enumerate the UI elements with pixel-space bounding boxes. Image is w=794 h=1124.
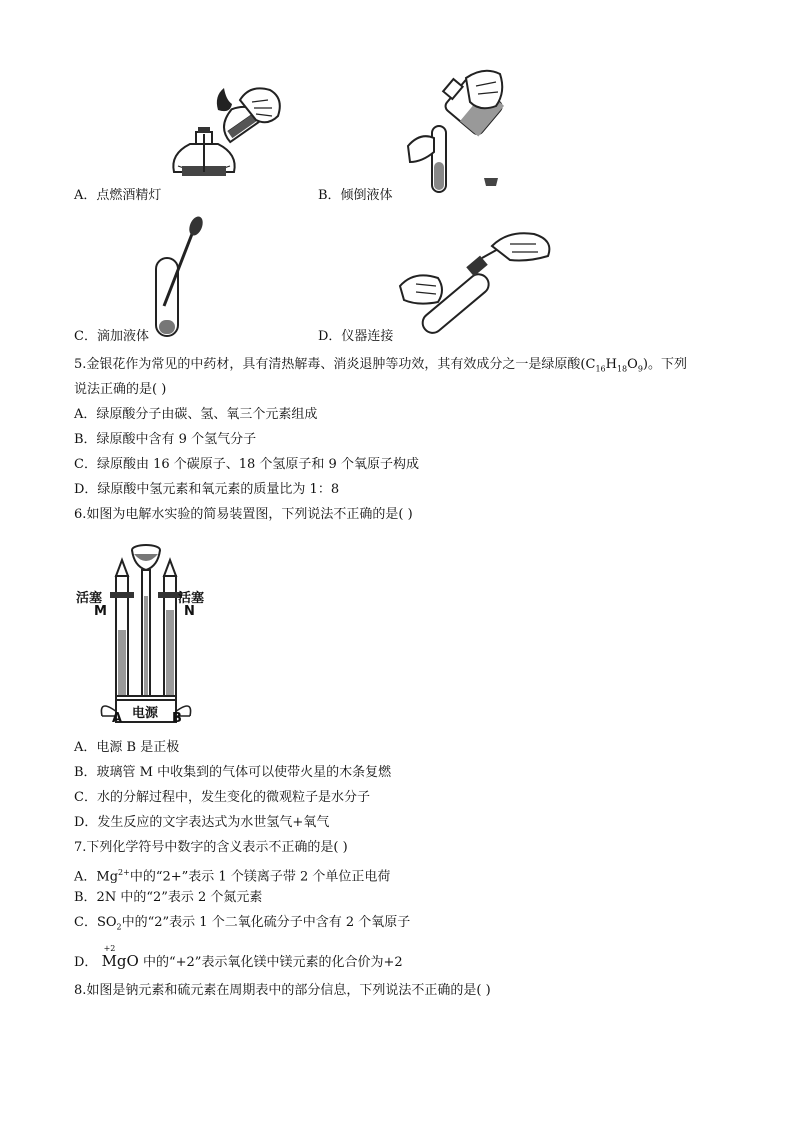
stopcock-right-label: 活塞 [178, 591, 205, 606]
q7-stem: 7.下列化学符号中数字的含义表示不正确的是( ) [74, 840, 348, 855]
tube-n-label: N [184, 604, 195, 619]
figure-water-electrolysis [74, 536, 224, 728]
q7-option-a: A．$Mg^{2+}$中的“2+”表示 1 个镁离子带 2 个单位正电荷 [74, 868, 391, 885]
q5-option-a: A．绿原酸分子由碳、氢、氧三个元素组成 [74, 407, 318, 422]
option-c-figure-label: C．滴加液体 [74, 329, 149, 344]
option-b-figure-label: B．倾倒液体 [318, 188, 393, 203]
figure-pouring-liquid [400, 66, 510, 200]
q6-stem: 6.如图为电解水实验的简易装置图，下列说法不正确的是( ) [74, 507, 413, 522]
q6-option-d: D．发生反应的文字表达式为水世氢气+氧气 [74, 815, 330, 830]
q5-stem-line1: 5.金银花作为常见的中药材，具有清热解毒、消炎退肿等功效，其有效成分之一是绿原酸$(C_{16}H_{18}O_9)$。下列 [74, 357, 687, 374]
q8-stem: 8.如图是钠元素和硫元素在周期表中的部分信息，下列说法不正确的是( ) [74, 983, 491, 998]
option-a-figure-label: A．点燃酒精灯 [74, 188, 162, 203]
pole-b-label: B [172, 711, 182, 726]
q5-option-c: C．绿原酸由 16 个碳原子、18 个氢原子和 9 个氧原子构成 [74, 457, 419, 472]
pole-a-label: A [112, 711, 123, 726]
figure-dropping-liquid [150, 214, 210, 338]
q6-option-a: A．电源 B 是正极 [74, 740, 180, 755]
power-source-label: 电源 [132, 706, 159, 721]
stopcock-left-label: 活塞 [76, 591, 103, 606]
q6-option-c: C．水的分解过程中，发生变化的微观粒子是水分子 [74, 790, 370, 805]
q5-option-d: D．绿原酸中氢元素和氧元素的质量比为 1：8 [74, 482, 340, 497]
q7-option-c: C．$SO_2$中的“2”表示 1 个二氧化硫分子中含有 2 个氧原子 [74, 915, 411, 932]
q7-option-d: D． +2 MgO 中的“+2”表示氧化镁中镁元素的化合价为+2 [74, 944, 403, 970]
figure-lighting-alcohol-lamp [160, 82, 290, 192]
q7-option-b: B．2N 中的“2”表示 2 个氮元素 [74, 890, 263, 905]
q5-option-b: B．绿原酸中含有 9 个氢气分子 [74, 432, 257, 447]
q5-stem-line2: 说法正确的是( ) [74, 382, 167, 397]
option-d-figure-label: D．仪器连接 [318, 329, 394, 344]
q6-option-b: B．玻璃管 M 中收集到的气体可以使带火星的木条复燃 [74, 765, 392, 780]
mgo-valence-formula: +2 MgO [101, 944, 139, 970]
tube-m-label: M [94, 604, 107, 619]
figure-connecting-apparatus [398, 230, 558, 348]
